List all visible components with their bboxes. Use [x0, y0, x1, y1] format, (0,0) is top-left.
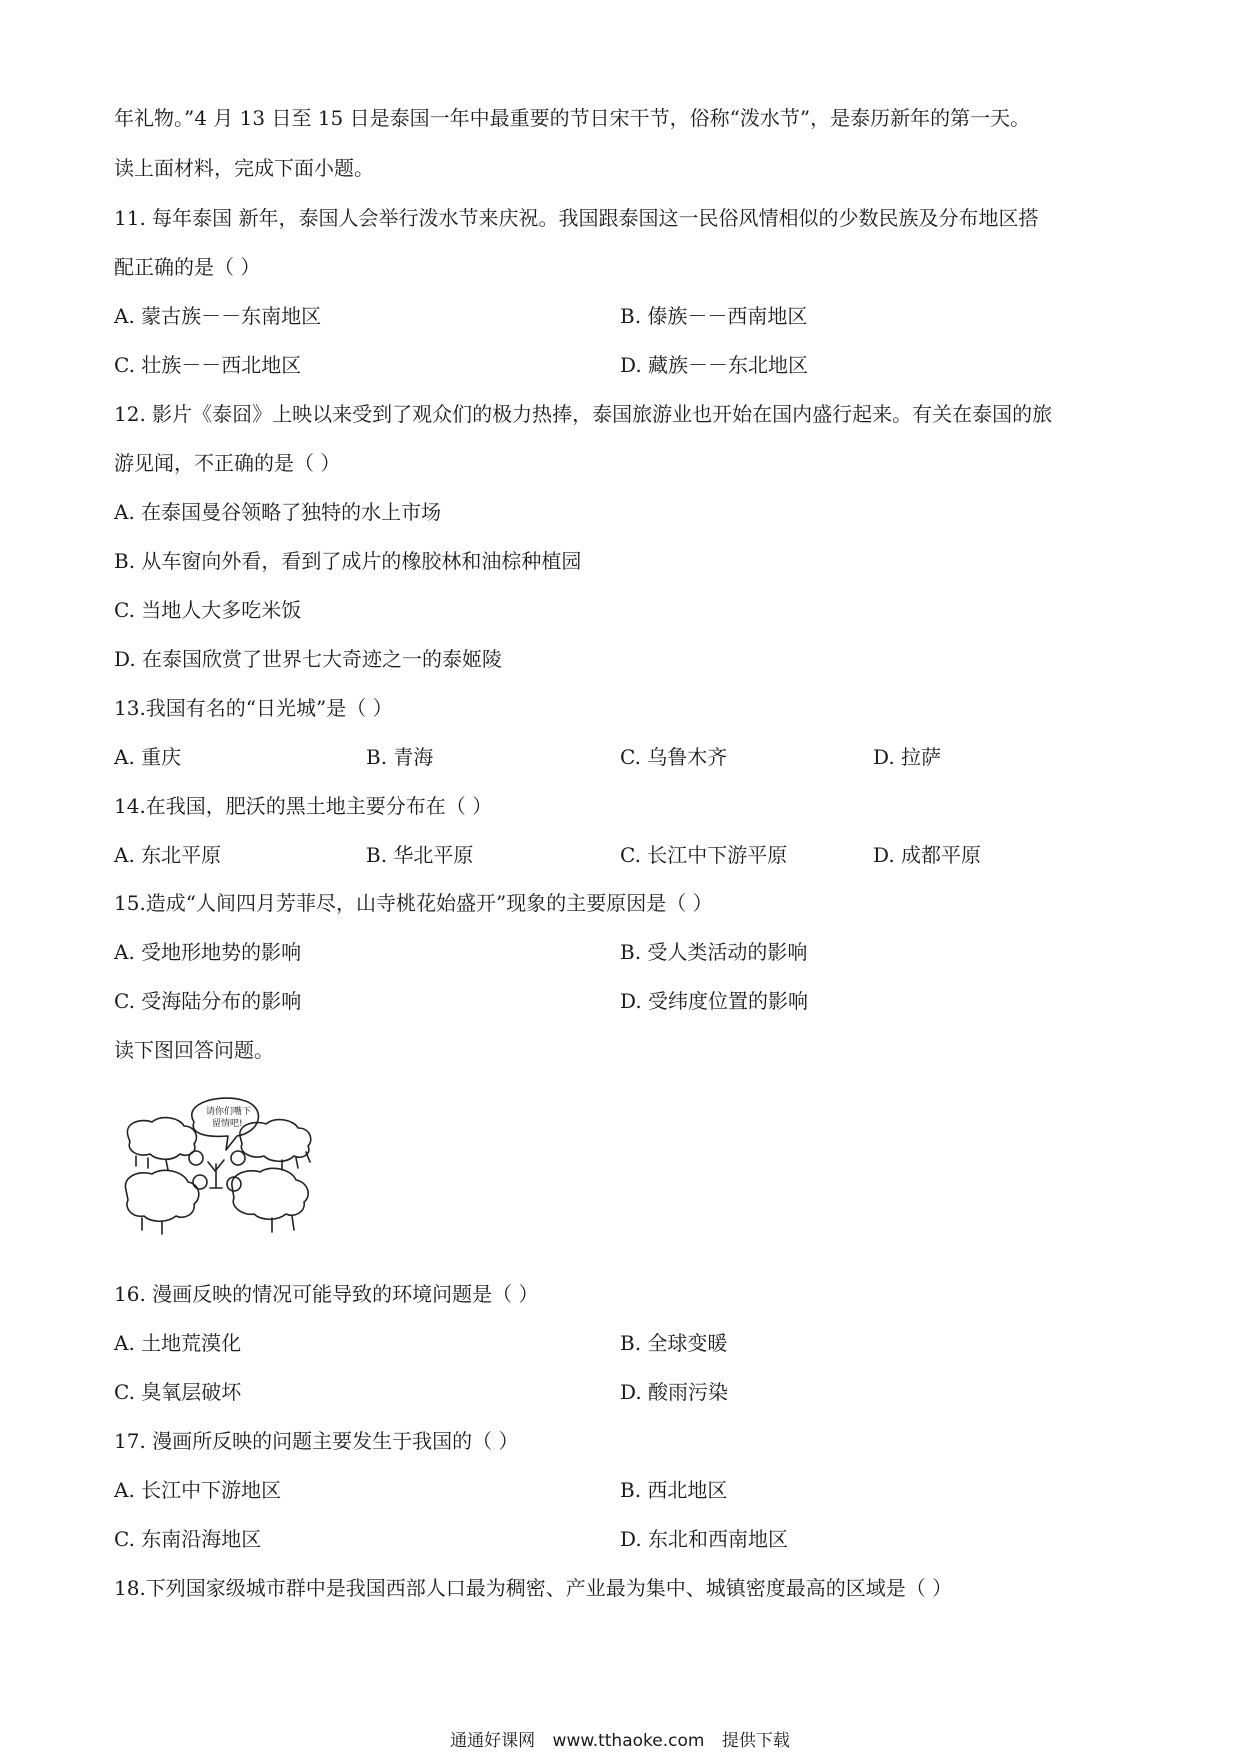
intro-line-2: 读上面材料，完成下面小题。 — [114, 156, 374, 180]
q14-option-b: B. 华北平原 — [366, 843, 474, 867]
question-16-stem: 16. 漫画反映的情况可能导致的环境问题是（ ） — [114, 1282, 539, 1306]
q11-option-d: D. 藏族－－东北地区 — [620, 353, 809, 377]
sheep-bottom-left — [125, 1170, 198, 1221]
sheep-top-right — [240, 1120, 311, 1162]
q15-option-c: C. 受海陆分布的影响 — [114, 989, 302, 1013]
question-13-stem: 13.我国有名的“日光城”是（ ） — [114, 696, 393, 720]
q15-option-a: A. 受地形地势的影响 — [114, 940, 302, 964]
q15-option-d: D. 受纬度位置的影响 — [620, 989, 809, 1013]
footer-note: 提供下载 — [721, 1731, 790, 1751]
q17-option-b: B. 西北地区 — [620, 1478, 728, 1502]
q17-option-d: D. 东北和西南地区 — [620, 1527, 789, 1551]
q12-option-a: A. 在泰国曼谷领略了独特的水上市场 — [114, 500, 442, 524]
speech-text-2: 留情吧! — [212, 1119, 243, 1129]
q14-option-c: C. 长江中下游平原 — [620, 843, 788, 867]
q16-option-d: D. 酸雨污染 — [620, 1380, 729, 1404]
q16-option-c: C. 臭氧层破坏 — [114, 1380, 242, 1404]
q12-option-d: D. 在泰国欣赏了世界七大奇迹之一的泰姬陵 — [114, 647, 503, 671]
speech-text-1: 请你们嘴下 — [206, 1107, 252, 1117]
q13-option-b: B. 青海 — [366, 745, 434, 769]
footer-site-name: 通通好课网 — [450, 1731, 536, 1751]
question-15-stem: 15.造成“人间四月芳菲尽，山寺桃花始盛开”现象的主要原因是（ ） — [114, 891, 713, 915]
q14-option-d: D. 成都平原 — [873, 843, 982, 867]
cartoon-sheep-overgrazing — [122, 1092, 318, 1242]
footer-url[interactable]: www.tthaoke.com — [552, 1731, 705, 1751]
q11-option-c: C. 壮族－－西北地区 — [114, 353, 302, 377]
page-footer — [0, 1730, 1240, 1752]
sheep-top-left — [127, 1118, 196, 1160]
q17-option-a: A. 长江中下游地区 — [114, 1478, 282, 1502]
q13-option-d: D. 拉萨 — [873, 745, 942, 769]
question-11-stem-cont: 配正确的是（ ） — [114, 255, 261, 279]
question-17-stem: 17. 漫画所反映的问题主要发生于我国的（ ） — [114, 1429, 519, 1453]
tree-stump — [208, 1160, 224, 1188]
question-12-stem: 12. 影片《泰囧》上映以来受到了观众们的极力热捧，泰国旅游业也开始在国内盛行起来。有关在泰国的旅 — [114, 402, 1053, 426]
q14-option-a: A. 东北平原 — [114, 843, 222, 867]
q13-option-c: C. 乌鲁木齐 — [620, 745, 728, 769]
q16-option-a: A. 土地荒漠化 — [114, 1331, 242, 1355]
q12-option-b: B. 从车窗向外看，看到了成片的橡胶林和油棕种植园 — [114, 549, 582, 573]
question-14-stem: 14.在我国，肥沃的黑土地主要分布在（ ） — [114, 794, 493, 818]
q11-option-a: A. 蒙古族－－东南地区 — [114, 304, 322, 328]
figure-prompt: 读下图回答问题。 — [114, 1038, 274, 1062]
q17-option-c: C. 东南沿海地区 — [114, 1527, 262, 1551]
sheep-bottom-right — [232, 1168, 308, 1219]
intro-line-1: 年礼物。”4 月 13 日至 15 日是泰国一年中最重要的节日宋干节，俗称“泼水节”，是泰历新年的第一天。 — [114, 106, 1031, 130]
q15-option-b: B. 受人类活动的影响 — [620, 940, 808, 964]
q12-option-c: C. 当地人大多吃米饭 — [114, 598, 302, 622]
q13-option-a: A. 重庆 — [114, 745, 182, 769]
q11-option-b: B. 傣族－－西南地区 — [620, 304, 808, 328]
question-11-stem: 11. 每年泰国 新年，泰国人会举行泼水节来庆祝。我国跟泰国这一民俗风情相似的少数民族及分布地区搭 — [114, 206, 1039, 230]
question-12-stem-cont: 游见闻，不正确的是（ ） — [114, 451, 341, 475]
q16-option-b: B. 全球变暖 — [620, 1331, 728, 1355]
question-18-stem: 18.下列国家级城市群中是我国西部人口最为稠密、产业最为集中、城镇密度最高的区域是（ ） — [114, 1576, 953, 1600]
